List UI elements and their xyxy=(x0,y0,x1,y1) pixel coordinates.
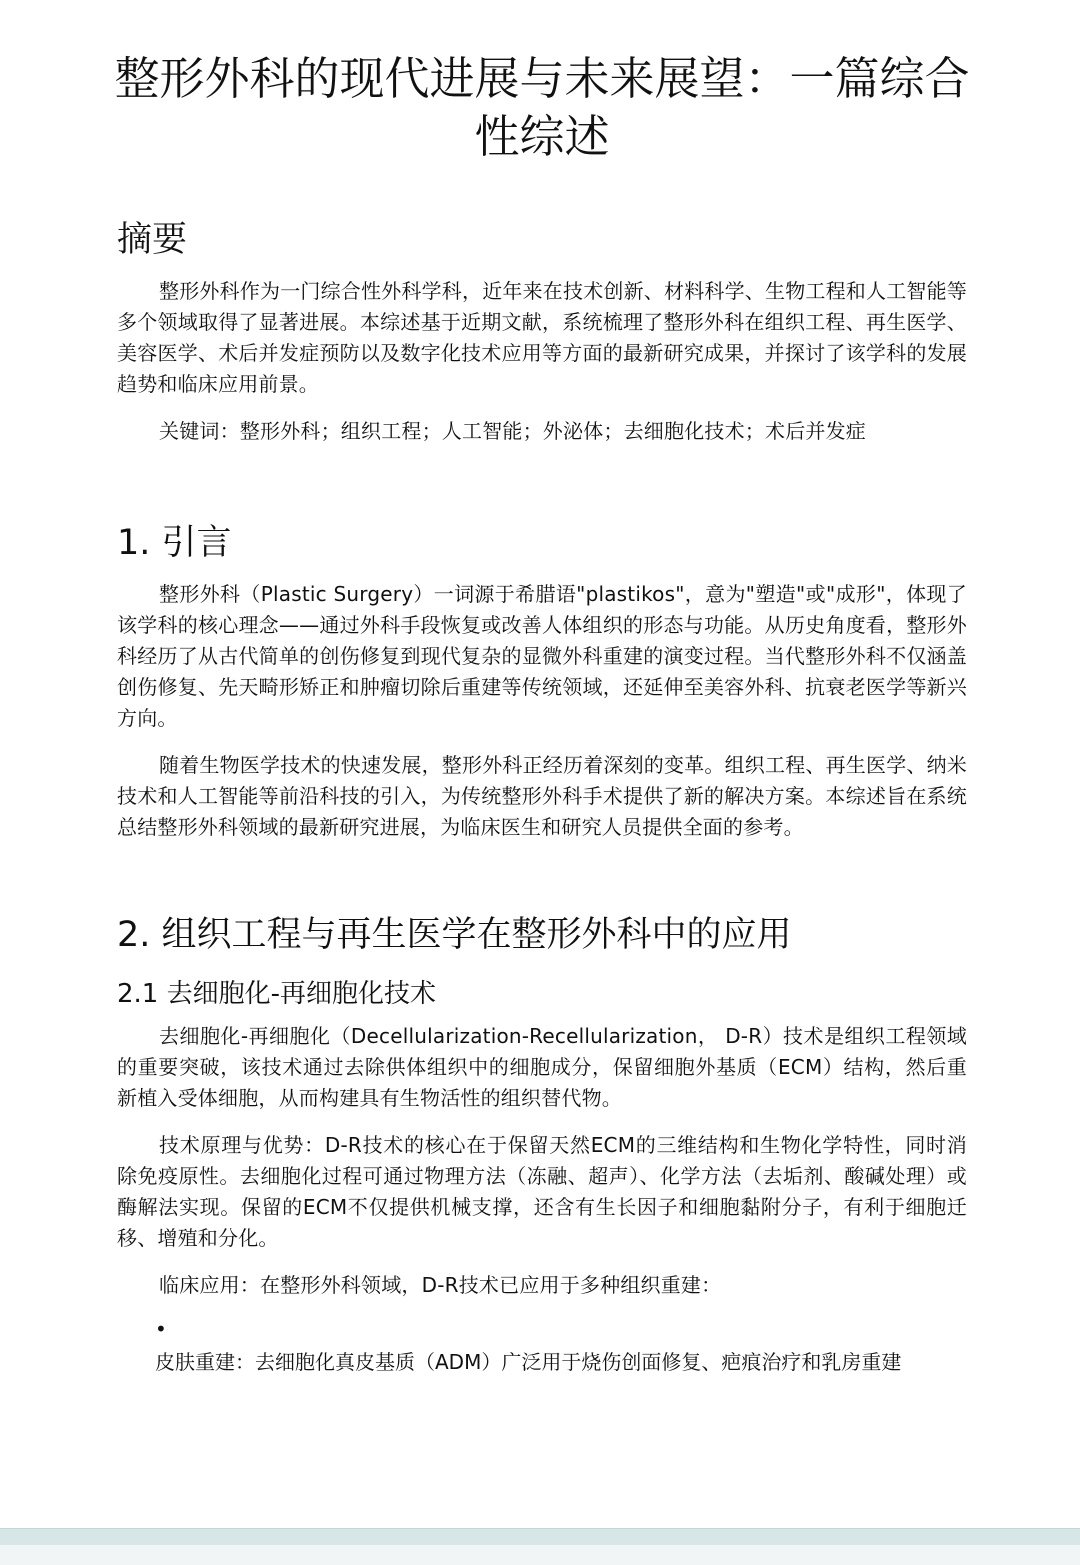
next-page-edge xyxy=(0,1545,1080,1565)
section-2-1-paragraph-3: 临床应用：在整形外科领域，D-R技术已应用于多种组织重建： xyxy=(159,1273,722,1297)
abstract-paragraph: 整形外科作为一门综合性外科学科，近年来在技术创新、材料科学、生物工程和人工智能等多个领域取得了显著进展。本综述基于近期文献，系统梳理了整形外科在组织工程、再生医学、美容医学、术后并发症预防以及数字化技术应用等方面的最新研究成果，并探讨了该学科的发展趋势和临床应用前景。 xyxy=(117,279,967,396)
section-2-1-paragraph-1: 去细胞化-再细胞化（Decellularization-Recellularization， D-R）技术是组织工程领域的重要突破，该技术通过去除供体组织中的细胞成分，保留细胞外基质（ECM）结构，然后重新植入受体细胞，从而构建具有生物活性的组织替代物。 xyxy=(117,1024,967,1110)
section-2-heading: 2. 组织工程与再生医学在整形外科中的应用 xyxy=(117,915,792,955)
document-content xyxy=(114,50,970,1378)
section-1-paragraph-1: 整形外科（Plastic Surgery）一词源于希腊语"plastikos"，意为"塑造"或"成形"，体现了该学科的核心理念——通过外科手段恢复或改善人体组织的形态与功能。从历史角度看，整形外科经历了从古代简单的创伤修复到现代复杂的显微外科重建的演变过程。当代整形外科不仅涵盖创伤修复、先天畸形矫正和肿瘤切除后重建等传统领域，还延伸至美容外科、抗衰老医学等新兴方向。 xyxy=(117,582,967,730)
section-2-1-paragraph-2: 技术原理与优势：D-R技术的核心在于保留天然ECM的三维结构和生物化学特性，同时消除免疫原性。去细胞化过程可通过物理方法（冻融、超声）、化学方法（去垢剂、酸碱处理）或酶解法实现。保留的ECM不仅提供机械支撑，还含有生长因子和细胞黏附分子，有利于细胞迁移、增殖和分化。 xyxy=(117,1133,967,1250)
section-1-heading: 1. 引言 xyxy=(117,523,232,563)
keywords-line: 关键词：整形外科；组织工程；人工智能；外泌体；去细胞化技术；术后并发症 xyxy=(159,419,866,443)
bullet-item-skin-reconstruction: 皮肤重建：去细胞化真皮基质（ADM）广泛用于烧伤创面修复、疤痕治疗和乳房重建 xyxy=(155,1350,902,1374)
window-bottom-bar xyxy=(0,1528,1080,1545)
section-1-paragraph-2: 随着生物医学技术的快速发展，整形外科正经历着深刻的变革。组织工程、再生医学、纳米技术和人工智能等前沿科技的引入，为传统整形外科手术提供了新的解决方案。本综述旨在系统总结整形外科领域的最新研究进展，为临床医生和研究人员提供全面的参考。 xyxy=(117,753,967,839)
bullet-marker: • xyxy=(155,1317,167,1341)
section-2-1-heading: 2.1 去细胞化-再细胞化技术 xyxy=(117,979,436,1009)
abstract-heading: 摘要 xyxy=(117,220,188,260)
page-title: 整形外科的现代进展与未来展望：一篇综合性综述 xyxy=(114,52,970,163)
